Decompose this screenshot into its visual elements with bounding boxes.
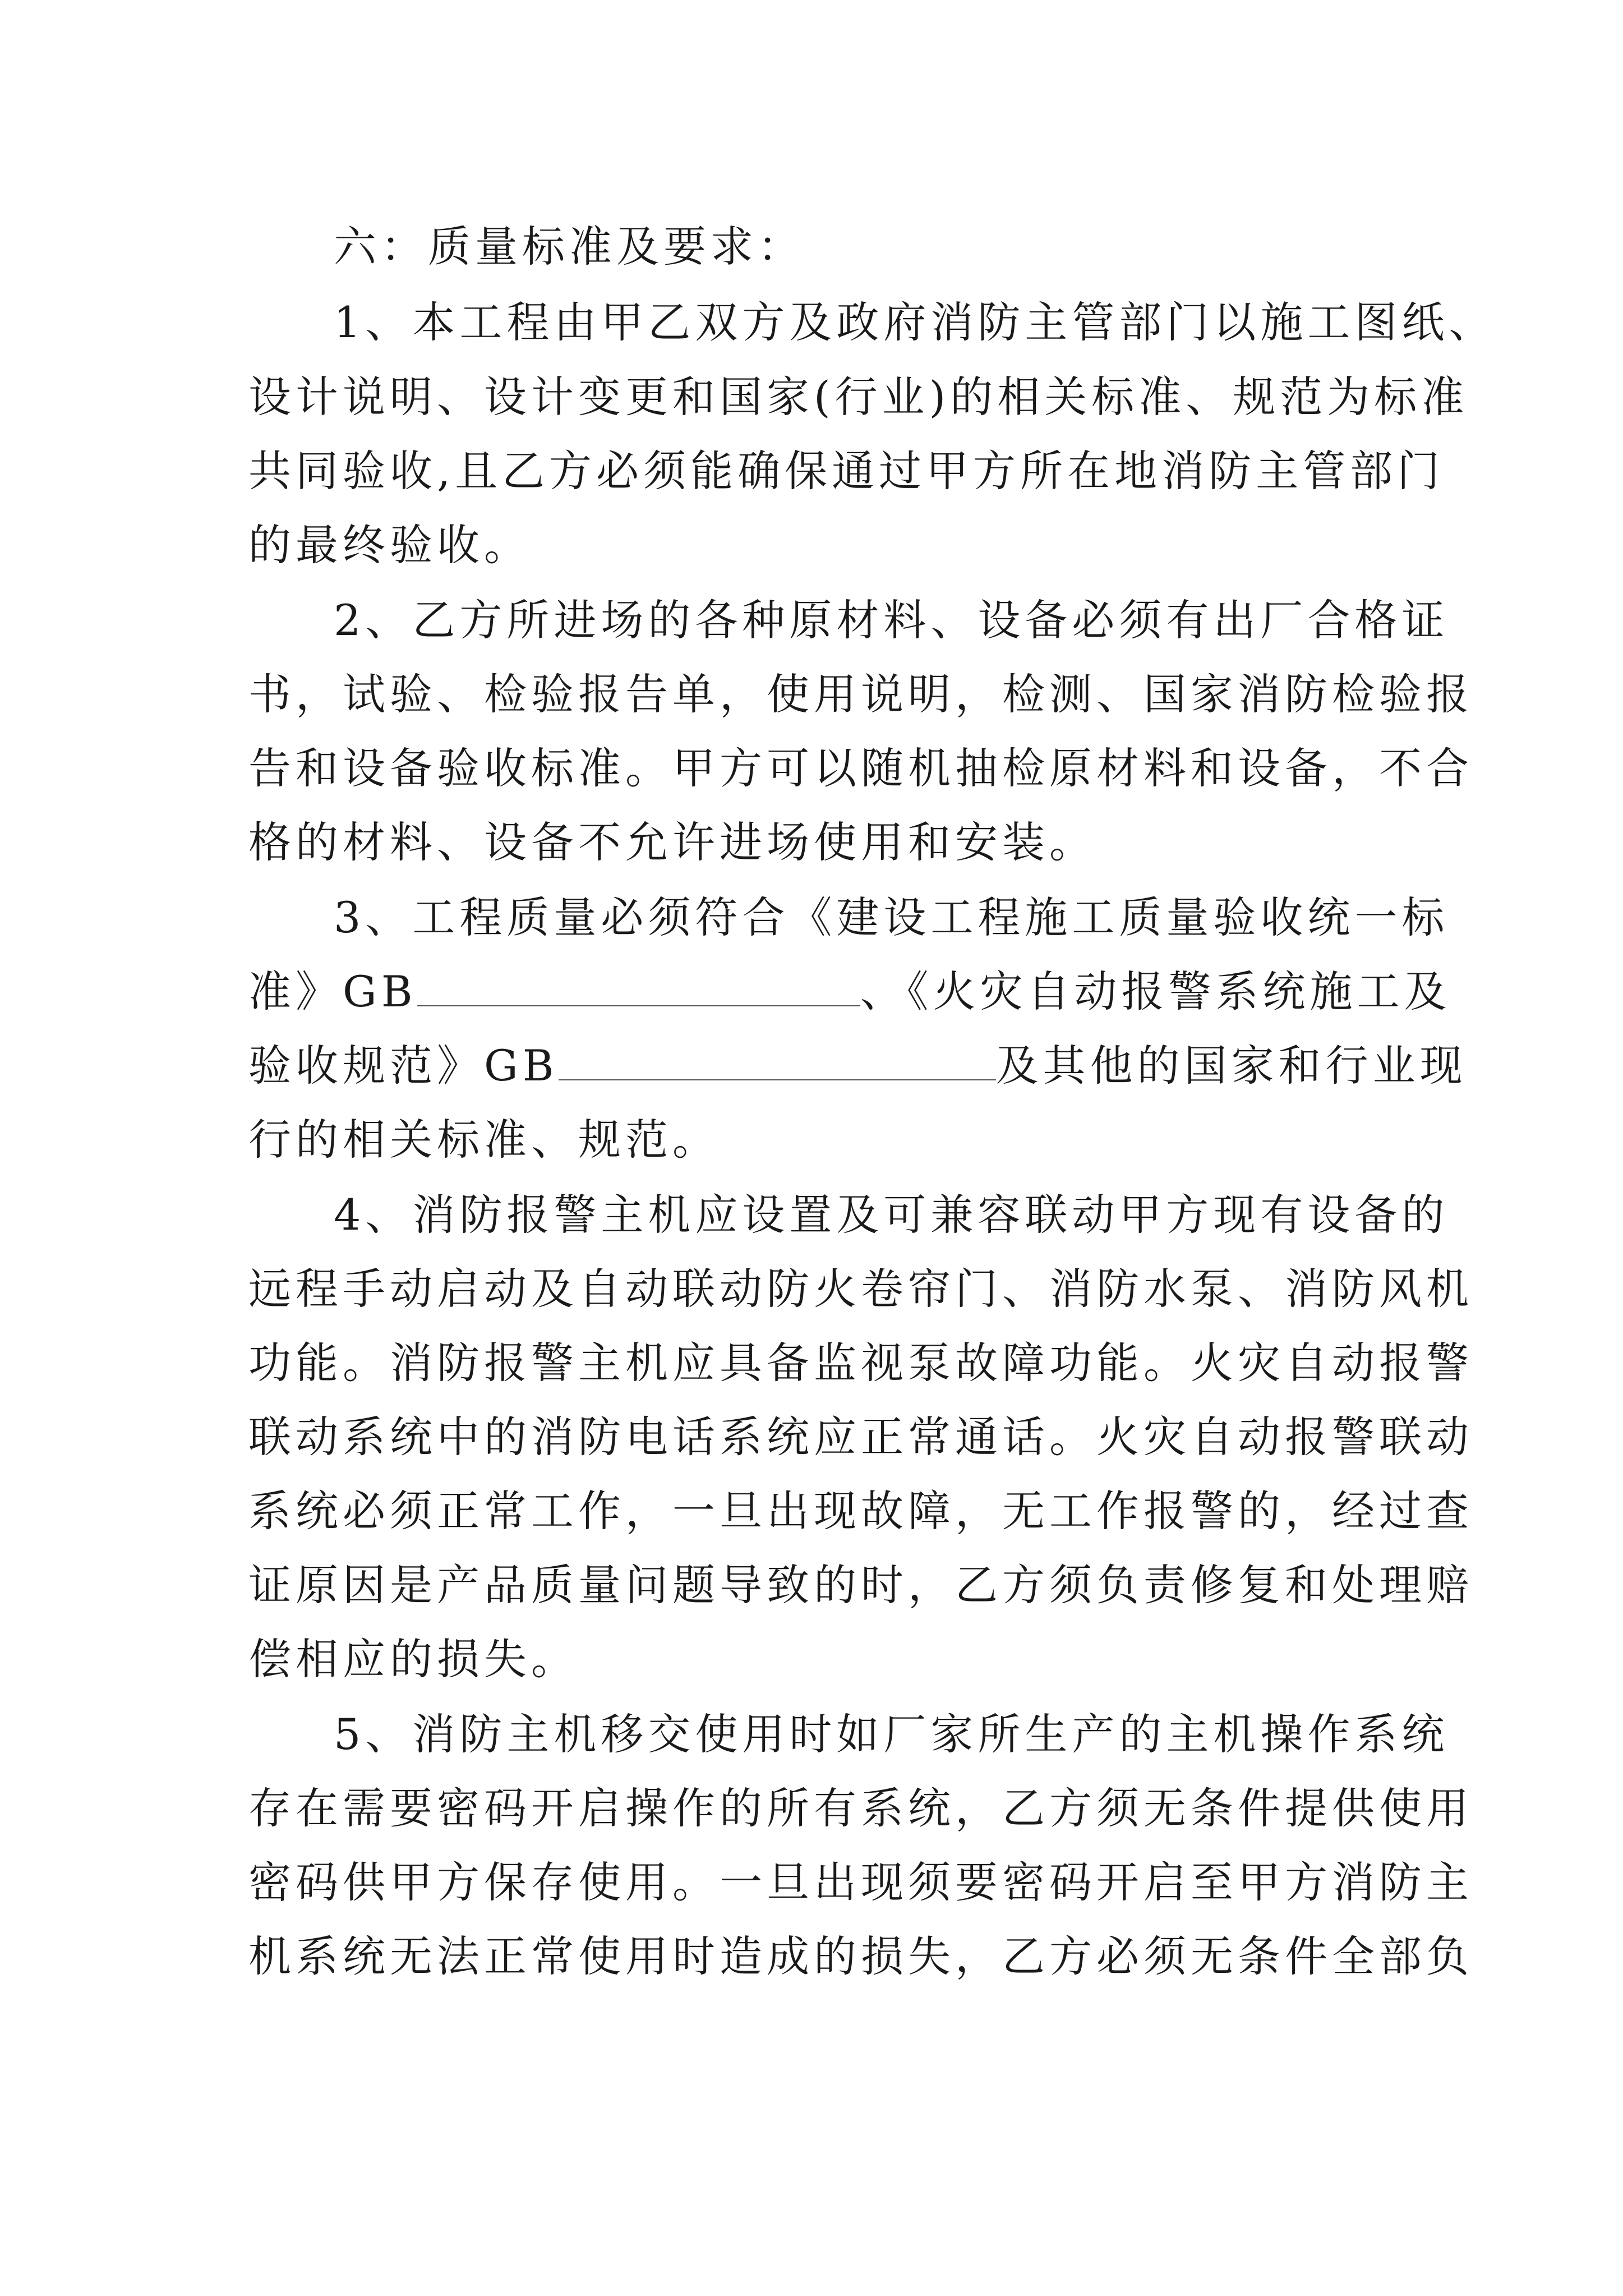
item-3-line-2-before: 准》GB — [248, 967, 417, 1016]
section-heading: 六：质量标准及要求： — [334, 222, 805, 272]
item-5-line-1: 5、消防主机移交使用时如厂家所生产的主机操作系统 — [334, 1709, 1449, 1759]
item-4-line-5: 系统必须正常工作，一旦出现故障，无工作报警的，经过查 — [248, 1486, 1473, 1536]
gb-blank-1 — [417, 972, 860, 1006]
item-1-line-1: 1、本工程由甲乙双方及政府消防主管部门以施工图纸、 — [334, 297, 1496, 347]
item-1-line-4: 的最终验收。 — [248, 520, 531, 570]
item-4-line-2: 远程手动启动及自动联动防火卷帘门、消防水泵、消防风机 — [248, 1264, 1473, 1314]
gb-blank-2 — [559, 1046, 996, 1080]
item-4-line-1: 4、消防报警主机应设置及可兼容联动甲方现有设备的 — [334, 1190, 1449, 1240]
item-4-line-4: 联动系统中的消防电话系统应正常通话。火灾自动报警联动 — [248, 1412, 1473, 1462]
item-3-line-4: 行的相关标准、规范。 — [248, 1115, 720, 1165]
item-5-line-2: 存在需要密码开启操作的所有系统，乙方须无条件提供使用 — [248, 1783, 1473, 1833]
item-4-line-6: 证原因是产品质量问题导致的时，乙方须负责修复和处理赔 — [248, 1560, 1473, 1610]
item-2-line-1: 2、乙方所进场的各种原材料、设备必须有出厂合格证 — [334, 595, 1449, 645]
item-1-line-3: 共同验收,且乙方必须能确保通过甲方所在地消防主管部门 — [248, 446, 1445, 496]
item-3-line-3-after: 及其他的国家和行业现 — [995, 1041, 1467, 1091]
item-4-line-7: 偿相应的损失。 — [248, 1634, 578, 1684]
item-3-line-3 — [248, 1038, 1467, 1094]
item-2-line-4: 格的材料、设备不允许进场使用和安装。 — [248, 817, 1096, 867]
item-4-line-3: 功能。消防报警主机应具备监视泵故障功能。火灾自动报警 — [248, 1338, 1473, 1388]
item-3-line-1: 3、工程质量必须符合《建设工程施工质量验收统一标 — [334, 892, 1449, 942]
item-3-line-2 — [248, 964, 1451, 1020]
item-3-line-2-after: 、《火灾自动报警系统施工及 — [860, 967, 1451, 1016]
item-2-line-3: 告和设备验收标准。甲方可以随机抽检原材料和设备，不合 — [248, 743, 1473, 793]
item-5-line-4: 机系统无法正常使用时造成的损失，乙方必须无条件全部负 — [248, 1931, 1473, 1981]
item-5-line-3: 密码供甲方保存使用。一旦出现须要密码开启至甲方消防主 — [248, 1857, 1473, 1907]
item-3-line-3-before: 验收规范》GB — [248, 1041, 559, 1091]
item-1-line-2: 设计说明、设计变更和国家(行业)的相关标准、规范为标准 — [248, 372, 1469, 422]
item-2-line-2: 书，试验、检验报告单，使用说明，检测、国家消防检验报 — [248, 669, 1473, 719]
